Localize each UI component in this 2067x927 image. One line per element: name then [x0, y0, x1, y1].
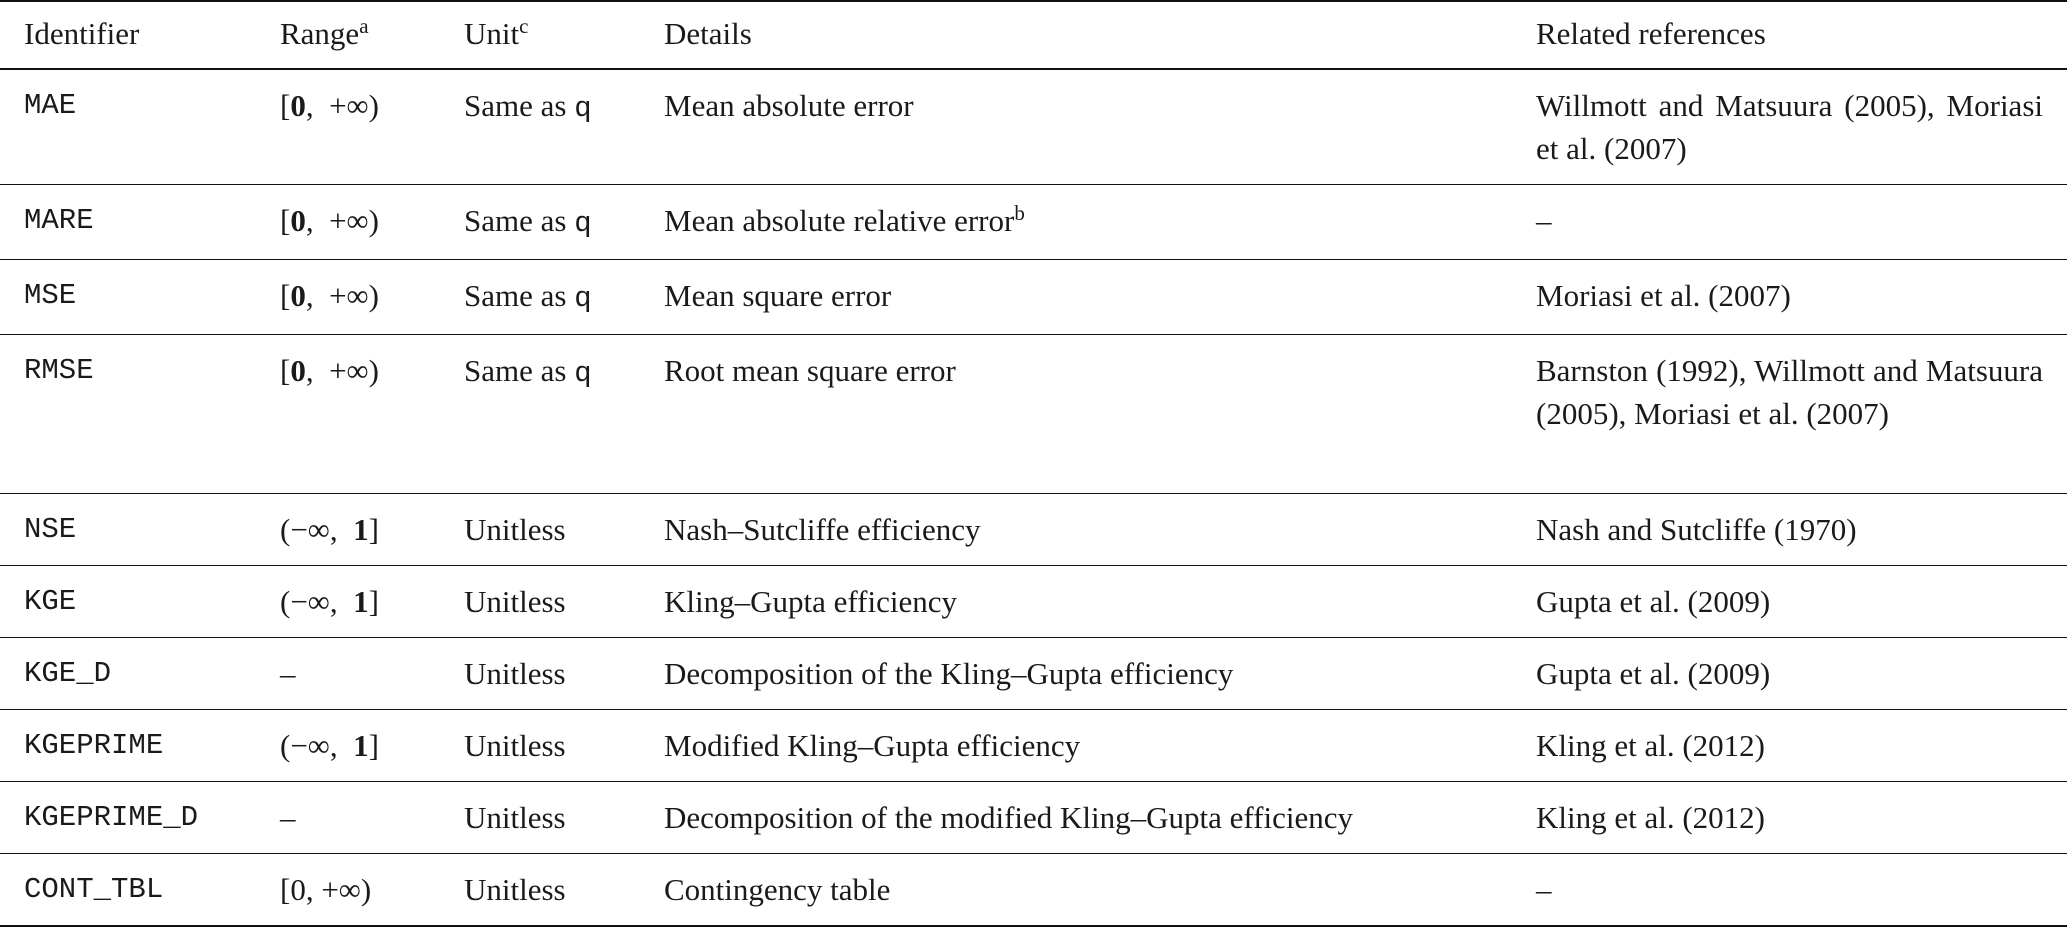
cell-unit [452, 185, 652, 260]
cell-related-references: Nash and Sutcliffe (1970) [1536, 512, 1857, 547]
header-identifier: Identifier [24, 16, 140, 51]
details-text: Modified Kling–Gupta efficiency [664, 728, 1081, 763]
details-text: Contingency table [664, 872, 891, 907]
cell-related-references: Gupta et al. (2009) [1536, 584, 1771, 619]
cell-details [652, 566, 1524, 638]
table-row [0, 566, 2067, 638]
cell-identifier: CONT_TBL [24, 873, 164, 906]
cell-unit [452, 494, 652, 566]
header-related-references: Related references [1536, 16, 1766, 51]
cell-range [268, 335, 452, 494]
range-hi: +∞ [329, 353, 369, 388]
cell-identifier: MAE [24, 89, 77, 122]
range-close: ] [368, 512, 379, 547]
cell-unit [452, 854, 652, 927]
cell-related-references: Kling et al. (2012) [1536, 728, 1766, 763]
table-row [0, 782, 2067, 854]
table-row [0, 638, 2067, 710]
cell-range [268, 185, 452, 260]
table-body [0, 69, 2067, 926]
cell-range [268, 782, 452, 854]
cell-identifier: KGEPRIME_D [24, 801, 199, 834]
cell-details [652, 782, 1524, 854]
unit-text: Unitless [464, 512, 566, 547]
range-text: – [280, 656, 296, 691]
header-details: Details [664, 16, 752, 51]
cell-identifier: KGE [24, 585, 77, 618]
range-sep: , [329, 584, 354, 619]
cell-details [652, 69, 1524, 185]
cell-unit [452, 69, 652, 185]
range-hi: +∞ [329, 278, 369, 313]
unit-text: Same as [464, 278, 575, 313]
cell-unit [452, 335, 652, 494]
header-unit: Unit$^c$ [464, 14, 529, 51]
range-close: ) [368, 278, 379, 313]
cell-unit [452, 782, 652, 854]
unit-text: Unitless [464, 800, 566, 835]
range-open: ( [280, 584, 291, 619]
cell-related-references: – [1536, 203, 1552, 238]
range-lo: 0 [290, 88, 306, 123]
unit-code: q [574, 207, 592, 240]
cell-related-references: Barnston (1992), Willmott and Matsuura (2005), Moriasi et al. (2007) [1536, 353, 2043, 431]
range-hi: +∞ [329, 88, 369, 123]
unit-text: Same as [464, 88, 575, 123]
unit-text: Unitless [464, 584, 566, 619]
unit-code: q [574, 357, 592, 390]
details-text: Kling–Gupta efficiency [664, 584, 957, 619]
range-lo: 0 [290, 203, 306, 238]
range-lo: 0 [290, 278, 306, 313]
details-text: Nash–Sutcliffe efficiency [664, 512, 981, 547]
range-open: [ [280, 88, 291, 123]
cell-related-references: Willmott and Matsuura (2005), Moriasi et al. (2007) [1536, 88, 2043, 166]
cell-related-references: Kling et al. (2012) [1536, 800, 1766, 835]
cell-unit [452, 638, 652, 710]
cell-range [268, 69, 452, 185]
cell-range [268, 494, 452, 566]
header-range: Range$^a$ [280, 14, 369, 51]
cell-related-references: – [1536, 872, 1552, 907]
cell-related-references: Gupta et al. (2009) [1536, 656, 1771, 691]
table-row [0, 494, 2067, 566]
footnote-marker-a: a [359, 14, 369, 38]
range-open: [ [280, 278, 291, 313]
range-sep: , [329, 512, 354, 547]
cell-range [268, 260, 452, 335]
range-close: ] [368, 728, 379, 763]
table-row [0, 260, 2067, 335]
range-lo: −∞ [290, 584, 330, 619]
table-row [0, 185, 2067, 260]
details-text: Mean square error [664, 278, 892, 313]
details-text: Decomposition of the Kling–Gupta efficiency [664, 656, 1234, 691]
table-row [0, 69, 2067, 185]
footnote-marker-c: c [519, 14, 529, 38]
cell-details [652, 185, 1524, 260]
range-hi: 1 [353, 512, 369, 547]
range-lo: 0 [290, 353, 306, 388]
range-sep: , [305, 203, 330, 238]
range-open: ( [280, 728, 291, 763]
cell-identifier: KGE_D [24, 657, 112, 690]
table-header-row [0, 1, 2067, 69]
range-close: ) [368, 88, 379, 123]
details-text: Mean absolute error [664, 88, 914, 123]
cell-details [652, 260, 1524, 335]
range-hi: 1 [353, 584, 369, 619]
cell-identifier: NSE [24, 513, 77, 546]
table-row [0, 710, 2067, 782]
cell-details [652, 854, 1524, 927]
table-row [0, 335, 2067, 494]
details-text: Decomposition of the modified Kling–Gupta efficiency [664, 800, 1354, 835]
range-open: [ [280, 203, 291, 238]
table-row [0, 854, 2067, 927]
unit-code: q [574, 92, 592, 125]
range-close: ) [368, 353, 379, 388]
cell-details [652, 638, 1524, 710]
range-hi: +∞ [329, 203, 369, 238]
range-open: ( [280, 512, 291, 547]
details-text: Root mean square error [664, 353, 956, 388]
unit-text: Unitless [464, 728, 566, 763]
range-sep: , [305, 278, 330, 313]
unit-text: Unitless [464, 656, 566, 691]
details-text: Mean absolute relative error [664, 203, 1015, 238]
cell-range [268, 638, 452, 710]
cell-identifier: MARE [24, 204, 94, 237]
cell-unit [452, 260, 652, 335]
cell-related-references: Moriasi et al. (2007) [1536, 278, 1791, 313]
cell-range [268, 854, 452, 927]
cell-details [652, 494, 1524, 566]
unit-text: Same as [464, 203, 575, 238]
cell-range [268, 566, 452, 638]
unit-text: Same as [464, 353, 575, 388]
range-sep: , [305, 353, 330, 388]
footnote-marker-b: b [1014, 201, 1025, 225]
cell-unit [452, 710, 652, 782]
range-sep: , [305, 88, 330, 123]
range-sep: , [329, 728, 354, 763]
cell-identifier: RMSE [24, 354, 94, 387]
range-open: [ [280, 353, 291, 388]
range-lo: −∞ [290, 728, 330, 763]
unit-text: Unitless [464, 872, 566, 907]
cell-unit [452, 566, 652, 638]
unit-code: q [574, 282, 592, 315]
range-text: [0, +∞) [280, 872, 372, 907]
cell-details [652, 335, 1524, 494]
range-lo: −∞ [290, 512, 330, 547]
cell-identifier: MSE [24, 279, 77, 312]
range-hi: 1 [353, 728, 369, 763]
cell-identifier: KGEPRIME [24, 729, 164, 762]
cell-details [652, 710, 1524, 782]
cell-range [268, 710, 452, 782]
range-text: – [280, 800, 296, 835]
range-close: ) [368, 203, 379, 238]
range-close: ] [368, 584, 379, 619]
